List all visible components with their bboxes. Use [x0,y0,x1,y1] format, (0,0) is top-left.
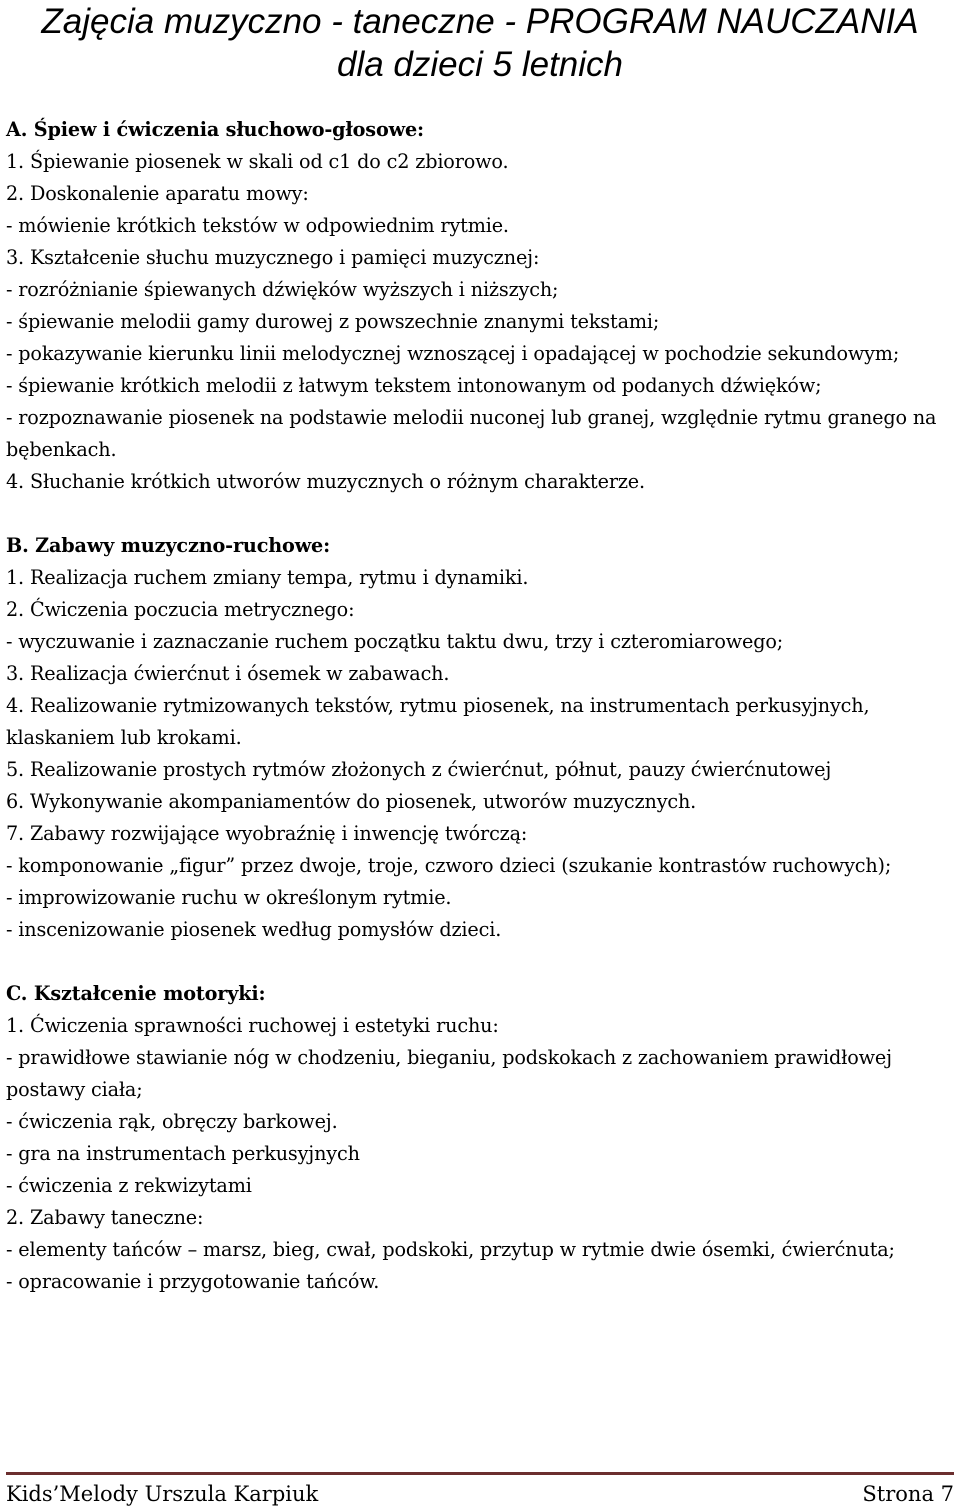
list-item: 2. Ćwiczenia poczucia metrycznego: [6,598,355,621]
list-item: 4. Realizowanie rytmizowanych tekstów, rytmu piosenek, na instrumentach perkusyjnych, klaskaniem lub krokami. [6,694,870,749]
list-item: 1. Śpiewanie piosenek w skali od c1 do c2 zbiorowo. [6,150,509,173]
list-item: - opracowanie i przygotowanie tańców. [6,1270,380,1293]
list-item: - śpiewanie krótkich melodii z łatwym tekstem intonowanym od podanych dźwięków; [6,374,822,397]
page-number: Strona 7 [862,1482,954,1506]
list-item: - rozpoznawanie piosenek na podstawie melodii nuconej lub granej, względnie rytmu granego na bębenkach. [6,406,937,461]
section-heading: C. Kształcenie motoryki: [6,982,266,1005]
list-item: - wyczuwanie i zaznaczanie ruchem początku taktu dwu, trzy i czteromiarowego; [6,630,784,653]
section-heading: B. Zabawy muzyczno-ruchowe: [6,534,331,557]
list-item: - ćwiczenia rąk, obręczy barkowej. [6,1110,338,1133]
page-footer [6,1472,954,1510]
list-item: 3. Kształcenie słuchu muzycznego i pamięci muzycznej: [6,246,540,269]
list-item: 5. Realizowanie prostych rytmów złożonych z ćwierćnut, półnut, pauzy ćwierćnutowej [6,758,832,781]
list-item: - improwizowanie ruchu w określonym rytmie. [6,886,452,909]
document-body [0,114,960,1298]
title-line-1: Zajęcia muzyczno - taneczne - PROGRAM NAUCZANIA [41,2,919,41]
list-item: - pokazywanie kierunku linii melodycznej wznoszącej i opadającej w pochodzie sekundowym; [6,342,900,365]
list-item: 4. Słuchanie krótkich utworów muzycznych o różnym charakterze. [6,470,645,493]
list-item: 2. Zabawy taneczne: [6,1206,204,1229]
list-item: - inscenizowanie piosenek według pomysłów dzieci. [6,918,502,941]
list-item: - komponowanie „figur” przez dwoje, troje, czworo dzieci (szukanie kontrastów ruchowych); [6,854,892,877]
list-item: - elementy tańców – marsz, bieg, cwał, podskoki, przytup w rytmie dwie ósemki, ćwierćnuta; [6,1238,895,1261]
list-item: 6. Wykonywanie akompaniamentów do piosenek, utworów muzycznych. [6,790,697,813]
list-item: 1. Realizacja ruchem zmiany tempa, rytmu i dynamiki. [6,566,529,589]
list-item: - prawidłowe stawianie nóg w chodzeniu, bieganiu, podskokach z zachowaniem prawidłowej postawy ciała; [6,1046,892,1101]
list-item: - ćwiczenia z rekwizytami [6,1174,252,1197]
title-line-2: dla dzieci 5 letnich [337,45,623,84]
document-title [0,0,960,86]
footer-author: Kids’Melody Urszula Karpiuk [6,1482,319,1506]
list-item: 3. Realizacja ćwierćnut i ósemek w zabawach. [6,662,450,685]
section-a [6,114,954,498]
section-c [6,978,954,1298]
list-item: - śpiewanie melodii gamy durowej z powszechnie znanymi tekstami; [6,310,660,333]
section-heading: A. Śpiew i ćwiczenia słuchowo-głosowe: [6,118,424,141]
section-b [6,530,954,946]
list-item: 7. Zabawy rozwijające wyobraźnię i inwencję twórczą: [6,822,528,845]
list-item: 1. Ćwiczenia sprawności ruchowej i estetyki ruchu: [6,1014,499,1037]
list-item: - rozróżnianie śpiewanych dźwięków wyższych i niższych; [6,278,559,301]
list-item: - gra na instrumentach perkusyjnych [6,1142,360,1165]
list-item: 2. Doskonalenie aparatu mowy: [6,182,309,205]
list-item: - mówienie krótkich tekstów w odpowiednim rytmie. [6,214,509,237]
